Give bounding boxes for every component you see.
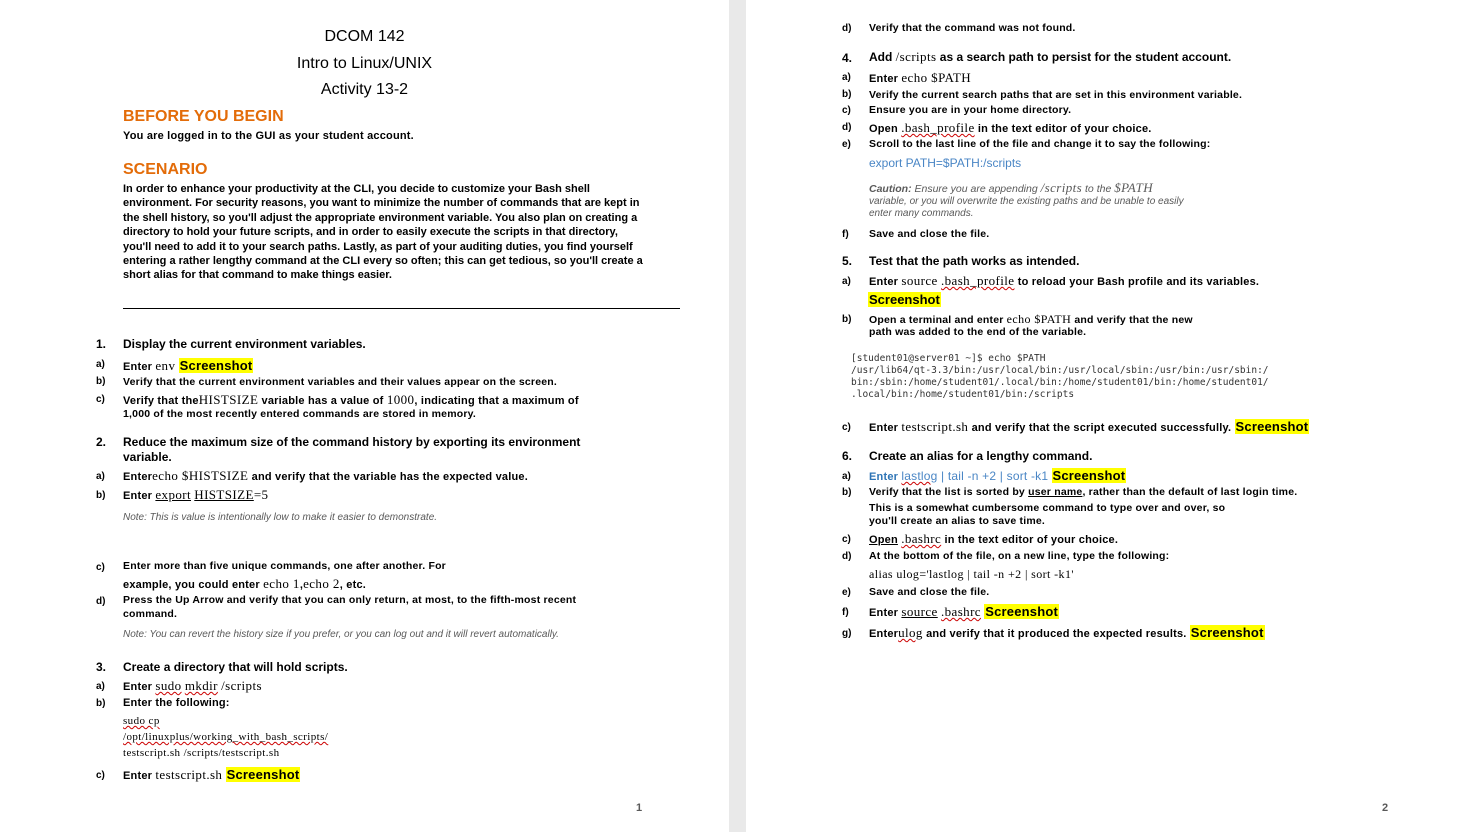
step-5a: [869, 273, 1259, 289]
screenshot-badge: Screenshot: [1235, 419, 1309, 434]
step-4d-text-2: in the text editor of your choice.: [977, 123, 1152, 135]
step-6e-text: Save and close the file.: [869, 586, 990, 598]
step-5a-text-1: Enter: [869, 276, 899, 288]
step-5-number: 5.: [842, 254, 853, 268]
step-2b-letter: b): [96, 490, 106, 501]
step-5b-command: echo $PATH: [1006, 312, 1072, 326]
step-6f: [869, 604, 1059, 620]
step-5a-command-1: source: [901, 273, 938, 288]
step-6c-text-2: in the text editor of your choice.: [944, 534, 1119, 546]
terminal-output-line-3: bin:/sbin:/home/student01/.local/bin:/home/student01/bin:/home/student01/: [851, 377, 1269, 388]
alias-line: alias ulog='lastlog | tail -n +2 | sort -k1': [869, 567, 1074, 581]
step-6c: [869, 531, 1118, 547]
step-2b-command-2: HISTSIZE: [194, 487, 254, 502]
course-subtitle: Intro to Linux/UNIX: [296, 55, 433, 72]
step-4-caution-line-1: [869, 180, 1153, 196]
step-6f-text: Enter: [869, 607, 899, 619]
step-6f-command-1: source: [901, 604, 938, 619]
step-4e-letter: e): [842, 139, 851, 150]
step-3a-command-1: sudo: [155, 678, 182, 693]
step-6d-letter: d): [842, 551, 852, 562]
step-1c-text-4: 1,000 of the most recently entered commands are stored in memory.: [123, 408, 477, 420]
step-6c-letter: c): [842, 534, 851, 545]
step-2-note-1: Note: This is value is intentionally low to make it easier to demonstrate.: [123, 512, 438, 523]
step-1-title: Display the current environment variables.: [123, 337, 366, 351]
step-3b-letter: b): [96, 698, 106, 709]
step-5b-text-3: path was added to the end of the variable.: [869, 326, 1087, 338]
step-4a: [869, 70, 971, 86]
step-4d-text-1: Open: [869, 123, 898, 135]
step-4b-letter: b): [842, 89, 852, 100]
terminal-output-line-1: [student01@server01 ~]$ echo $PATH: [851, 353, 1046, 364]
step-6g-text-1: Enter: [869, 628, 899, 640]
step-2b-text: Enter: [123, 490, 153, 502]
step-2b-command-1: export: [155, 487, 192, 502]
step-2c-letter: c): [96, 562, 105, 573]
code-line-3: testscript.sh /scripts/testscript.sh: [123, 747, 280, 759]
step-2a-letter: a): [96, 471, 105, 482]
step-5a-letter: a): [842, 276, 851, 287]
step-4-code: export PATH=$PATH:/scripts: [869, 156, 1022, 170]
caution-command: /scripts: [1040, 180, 1083, 195]
before-heading: BEFORE YOU BEGIN: [123, 108, 284, 125]
caution-text-1: Ensure you are appending: [914, 183, 1038, 195]
step-1-number: 1.: [96, 337, 107, 351]
step-6a: [869, 468, 1126, 483]
step-5c-text-2: and verify that the script executed successfully.: [971, 422, 1232, 434]
step-3c-text: Enter: [123, 770, 153, 782]
step-6a-letter: a): [842, 471, 851, 482]
step-3-title: Create a directory that will hold scripts.: [123, 660, 348, 674]
step-2c-command-2: echo 2: [303, 576, 340, 591]
step-1b-letter: b): [96, 376, 106, 387]
step-3-number: 3.: [96, 660, 107, 674]
step-5c-text-1: Enter: [869, 422, 899, 434]
step-2-number: 2.: [96, 435, 107, 449]
step-2a: [123, 468, 528, 484]
step-1a-text: Enter: [123, 361, 153, 373]
step-5b-text-1: Open a terminal and enter: [869, 314, 1004, 326]
step-4c-text: Ensure you are in your home directory.: [869, 104, 1072, 116]
step-2c-text-2: example, you could enter: [123, 579, 260, 591]
step-2d-text-2: command.: [123, 608, 178, 620]
step-4e-text: Scroll to the last line of the file and change it to say the following:: [869, 138, 1211, 150]
step-1a-command: env: [155, 358, 176, 373]
step-3a-text: Enter: [123, 681, 153, 693]
document-page-1: [0, 0, 729, 832]
terminal-output-line-2: /usr/lib64/qt-3.3/bin:/usr/local/bin:/usr/local/sbin:/usr/bin:/usr/sbin:/: [851, 365, 1269, 376]
step-2c-text-3: , etc.: [339, 579, 367, 591]
step-2c-command-1: echo 1: [263, 576, 300, 591]
step-6g-text-2: and verify that it produced the expected results.: [926, 628, 1187, 640]
document-page-2: [746, 0, 1475, 832]
step-4-number: 4.: [842, 51, 853, 65]
step-2-title-2: variable.: [123, 450, 172, 464]
step-5a-badge-line: [868, 291, 941, 309]
step-6b-line-1: [869, 486, 1297, 498]
step-6b-text-4: you'll create an alias to save time.: [869, 515, 1046, 527]
caution-variable: $PATH: [1114, 180, 1154, 195]
step-1a: [123, 358, 253, 374]
step-4-title-1: Add: [869, 50, 893, 64]
step-2b-command-3: =5: [253, 487, 269, 502]
step-4a-letter: a): [842, 72, 851, 83]
step-4b-text: Verify the current search paths that are set in this environment variable.: [869, 89, 1243, 101]
step-4-title-2: as a search path to persist for the student account.: [939, 50, 1232, 64]
step-6b-text-2: , rather than the default of last login time.: [1082, 486, 1298, 498]
screenshot-badge: Screenshot: [1190, 625, 1264, 640]
step-5b-letter: b): [842, 314, 852, 325]
activity-title: Activity 13-2: [320, 81, 409, 98]
screenshot-badge: Screenshot: [179, 358, 253, 373]
step-5c-letter: c): [842, 422, 851, 433]
step-1c-text-2: variable has a value of: [261, 395, 384, 407]
step-4-caution-line-2: variable, or you will overwrite the existing paths and be unable to easily: [869, 196, 1184, 207]
step-2a-text-2: and verify that the variable has the expected value.: [251, 471, 528, 483]
divider: [123, 308, 680, 309]
step-6b-link: user name: [1028, 486, 1083, 498]
screenshot-badge: Screenshot: [226, 767, 300, 782]
step-5c: [869, 419, 1309, 435]
step-5c-command: testscript.sh: [901, 419, 969, 434]
step-4d-command: .bash_profile: [901, 120, 975, 135]
step-6d-text: At the bottom of the file, on a new line, type the following:: [869, 550, 1170, 562]
step-6e-letter: e): [842, 587, 851, 598]
step-2c-line-2: [123, 576, 366, 592]
step-4d-letter: d): [842, 122, 852, 133]
page-number-1: 1: [636, 802, 643, 814]
step-4d: [869, 120, 1152, 136]
step-6g: [869, 625, 1265, 641]
step-3a-letter: a): [96, 681, 105, 692]
step-4-title-command: /scripts: [895, 49, 937, 64]
step-3d-letter: d): [842, 23, 852, 34]
scenario-heading: SCENARIO: [123, 161, 208, 178]
step-6c-text-1: Open: [869, 534, 898, 546]
course-title: DCOM 142: [324, 28, 405, 45]
step-6b-letter: b): [842, 487, 852, 498]
step-6c-command: .bashrc: [901, 531, 942, 546]
step-6a-text: Enter: [869, 471, 899, 483]
code-line-1: sudo cp: [123, 715, 160, 727]
step-4c-letter: c): [842, 105, 851, 116]
step-2a-command: echo $HISTSIZE: [152, 468, 249, 483]
step-2-note-2: Note: You can revert the history size if you prefer, or you can log out and it will revert automatically.: [123, 629, 559, 640]
step-3a-command-2: mkdir: [184, 678, 218, 693]
step-5a-text-2: to reload your Bash profile and its variables.: [1017, 276, 1260, 288]
step-3b-text: Enter the following:: [123, 697, 230, 709]
scenario-text: In order to enhance your productivity at the CLI, you decide to customize your Bash shell environment. For security reasons, you want to minimize the number of commands that are kept in the shell history, so you'll adjust the appropriate environment variable. You also plan on creating a directory to hold your future scripts, and in order to easily execute the scripts in that directory, you'll need to add it to your search paths. Lastly, as part of your auditing duties, you find yourself entering a rather lengthy command at the CLI every so often; this can get tedious, so you'll create a short alias for that command to make things easier.: [123, 183, 643, 282]
step-1c-value: 1000: [386, 392, 415, 407]
step-2d-letter: d): [96, 596, 106, 607]
before-text: You are logged in to the GUI as your student account.: [123, 130, 414, 142]
step-4f-letter: f): [842, 229, 849, 240]
step-6-title: Create an alias for a lengthy command.: [869, 449, 1093, 463]
step-2b: [123, 487, 268, 503]
screenshot-badge: Screenshot: [1052, 468, 1126, 483]
step-4a-command: echo $PATH: [901, 70, 971, 85]
step-1c: [123, 392, 579, 408]
step-3d-text: Verify that the command was not found.: [869, 22, 1076, 34]
step-6b-text-3: This is a somewhat cumbersome command to type over and over, so: [869, 502, 1226, 514]
step-2c-comma: ,: [299, 579, 304, 591]
terminal-output-line-4: .local/bin:/home/student01/bin:/scripts: [851, 389, 1075, 400]
step-2-title-1: Reduce the maximum size of the command history by exporting its environment: [123, 435, 581, 449]
step-1b-text: Verify that the current environment variables and their values appear on the screen.: [123, 376, 558, 388]
step-6g-command: ulog: [898, 625, 923, 640]
step-6f-letter: f): [842, 607, 849, 618]
step-4f-text: Save and close the file.: [869, 228, 990, 240]
step-6g-letter: g): [842, 628, 852, 639]
code-line-2: /opt/linuxplus/working_with_bash_scripts/: [123, 731, 329, 743]
step-5b-line-1: [869, 312, 1193, 327]
step-5b-text-2: and verify that the new: [1074, 314, 1193, 326]
step-1c-text-3: , indicating that a maximum of: [414, 395, 579, 407]
step-5a-command-2: .bash_profile: [941, 273, 1015, 288]
step-6f-command-2: .bashrc: [941, 604, 981, 619]
step-6-number: 6.: [842, 449, 853, 463]
step-1c-letter: c): [96, 394, 105, 405]
step-5-title: Test that the path works as intended.: [869, 254, 1080, 268]
step-6b-text-1: Verify that the list is sorted by: [869, 486, 1025, 498]
step-1a-letter: a): [96, 359, 105, 370]
step-6a-command-2: | tail -n +2 | sort -k1: [937, 469, 1049, 483]
step-3a: [123, 678, 262, 694]
step-6a-command-1: lastlog: [901, 469, 938, 483]
page-number-2: 2: [1382, 802, 1389, 814]
step-3c-letter: c): [96, 770, 105, 781]
screenshot-badge: Screenshot: [869, 292, 940, 307]
step-3c: [123, 767, 300, 783]
step-2d-text-1: Press the Up Arrow and verify that you can only return, at most, to the fifth-most recent: [123, 594, 577, 606]
step-3a-command-3: /scripts: [221, 678, 262, 693]
step-3c-command: testscript.sh: [155, 767, 223, 782]
screenshot-badge: Screenshot: [985, 604, 1059, 619]
caution-text-2: to the: [1085, 183, 1112, 195]
caution-label: Caution:: [869, 183, 912, 195]
step-4-caution-line-3: enter many commands.: [869, 208, 974, 219]
step-4-title: [869, 49, 1231, 65]
step-1c-text-1: Verify that the: [123, 395, 199, 407]
step-4a-text: Enter: [869, 73, 899, 85]
step-2c-text-1: Enter more than five unique commands, one after another. For: [123, 560, 446, 572]
step-1c-variable: HISTSIZE: [198, 392, 259, 407]
step-2a-text-1: Enter: [123, 471, 153, 483]
